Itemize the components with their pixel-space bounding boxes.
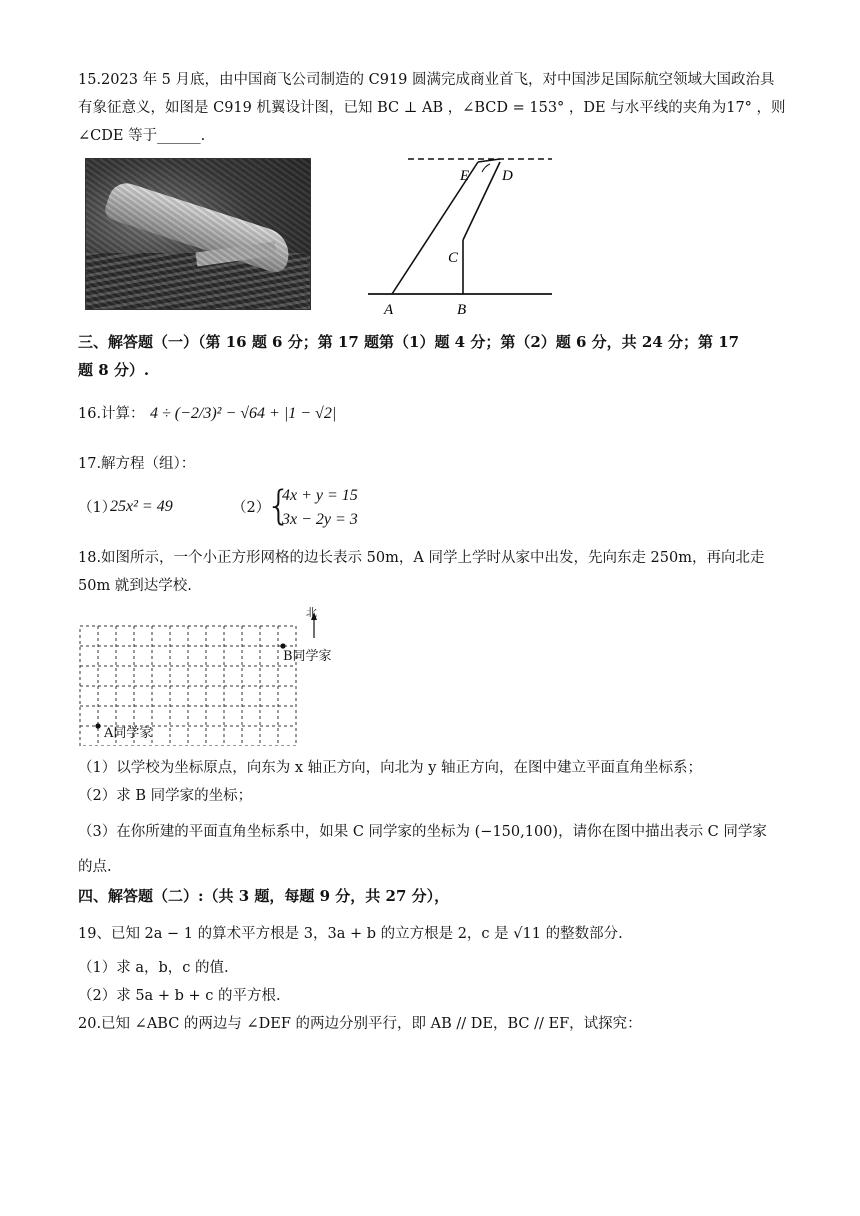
b-home-label: B同学家 bbox=[283, 649, 332, 664]
section3-heading-line2: 题 8 分）. bbox=[78, 361, 150, 379]
q18-line2: 50m 就到达学校. bbox=[78, 578, 192, 594]
q18-sub3-line2: 的点. bbox=[78, 859, 112, 875]
label-B: B bbox=[457, 302, 467, 318]
q18-sub2: （2）求 B 同学家的坐标； bbox=[78, 788, 253, 804]
wing-diagram bbox=[360, 150, 560, 320]
q16-label: 16.计算： bbox=[78, 406, 145, 422]
q16-expression: 4 ÷ (−2/3)² − √64 + |1 − √2| bbox=[150, 405, 337, 422]
q17-part1-equation: 25x² = 49 bbox=[110, 498, 173, 515]
q18-line1: 18.如图所示，一个小正方形网格的边长表示 50m，A 同学上学时从家中出发，先向东走 250m，再向北走 bbox=[78, 550, 765, 566]
grid-map bbox=[78, 606, 340, 746]
q20-line1: 20.已知 ∠ABC 的两边与 ∠DEF 的两边分别平行，即 AB // DE，BC // EF，试探究： bbox=[78, 1016, 642, 1032]
q18-sub3-line1: （3）在你所建的平面直角坐标系中，如果 C 同学家的坐标为 (−150,100)，请你在图中描出表示 C 同学家 bbox=[78, 824, 767, 840]
north-label: 北 bbox=[306, 606, 317, 619]
q15-line2: 有象征意义，如图是 C919 机翼设计图，已知 BC ⊥ AB ，∠BCD = 153° ，DE 与水平线的夹角为17° ，则 bbox=[78, 100, 786, 116]
q17-eq2: 3x − 2y = 3 bbox=[282, 511, 358, 528]
label-D: D bbox=[502, 168, 513, 184]
q19-sub1: （1）求 a，b，c 的值. bbox=[78, 960, 229, 976]
q19-line1: 19、已知 2a − 1 的算术平方根是 3，3a + b 的立方根是 2，c 是 √11 的整数部分. bbox=[78, 926, 623, 942]
label-C: C bbox=[448, 250, 459, 266]
label-E: E bbox=[460, 168, 470, 184]
q15-line1: 15.2023 年 5 月底，由中国商飞公司制造的 C919 圆满完成商业首飞，对中国涉足国际航空领域大国政治具 bbox=[78, 72, 775, 88]
q19-sub2: （2）求 5a + b + c 的平方根. bbox=[78, 988, 281, 1004]
c919-photo bbox=[85, 158, 311, 310]
q17-part2-label: （2） bbox=[232, 500, 271, 516]
q17-eq1: 4x + y = 15 bbox=[282, 487, 358, 504]
label-A: A bbox=[384, 302, 394, 318]
a-home-label: A同学家 bbox=[104, 726, 153, 741]
q15-line3: ∠CDE 等于______. bbox=[78, 128, 206, 144]
section3-heading-line1: 三、解答题（一）（第 16 题 6 分；第 17 题第（1）题 4 分；第（2）题 6 分，共 24 分；第 17 bbox=[78, 333, 740, 351]
brace-icon: { bbox=[266, 483, 292, 529]
q17-part1-label: （1） bbox=[78, 500, 117, 516]
q17-label: 17.解方程（组）： bbox=[78, 456, 196, 472]
section4-heading: 四、解答题（二）:（共 3 题，每题 9 分，共 27 分）， bbox=[78, 887, 450, 905]
q18-sub1: （1）以学校为坐标原点，向东为 x 轴正方向，向北为 y 轴正方向，在图中建立平面直角坐标系； bbox=[78, 760, 703, 776]
a-home-dot bbox=[95, 723, 100, 728]
